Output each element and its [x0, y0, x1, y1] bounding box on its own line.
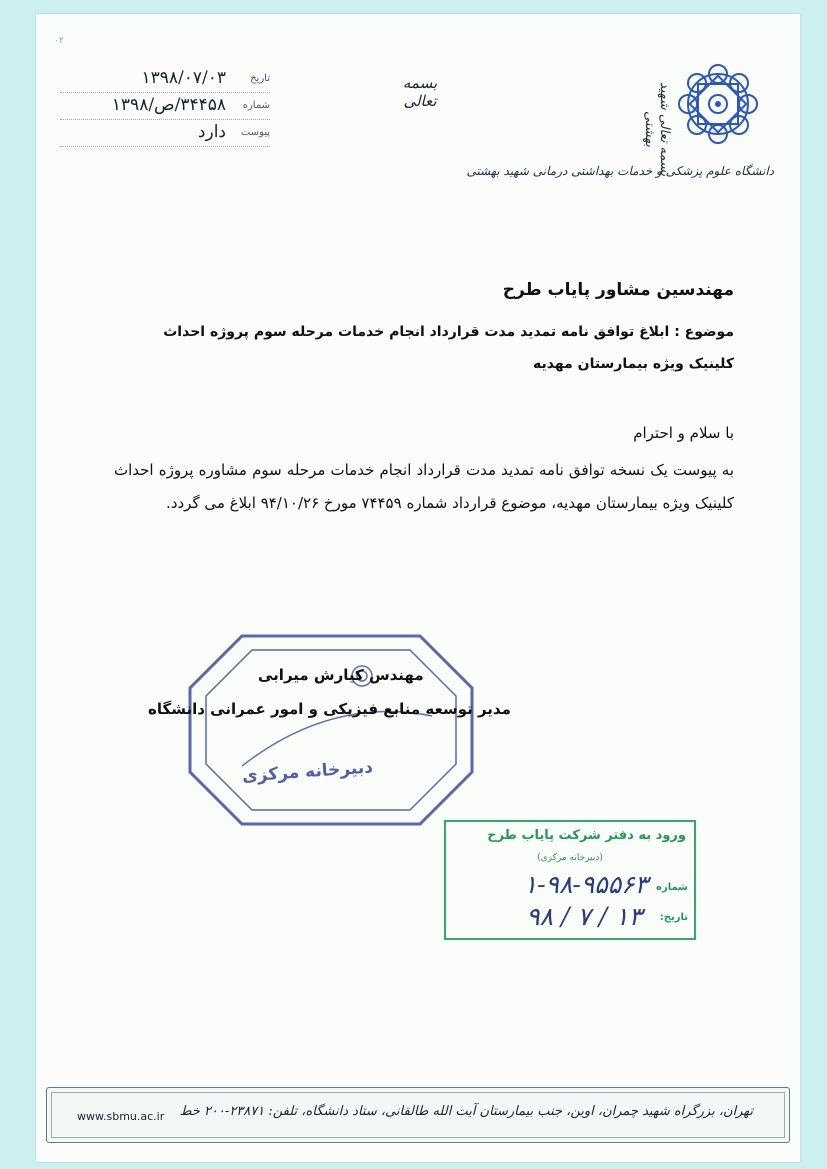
number-label: شماره: [242, 100, 270, 111]
subject-line: موضوع : ابلاغ توافق نامه تمدید مدت قرارداد انجام خدمات مرحله سوم پروژه احداث کلینیک ویژه بیمارستان مهدیه: [163, 324, 734, 372]
greeting: با سلام و احترام: [633, 424, 734, 442]
addressee: مهندسین مشاور پایاب طرح: [502, 280, 734, 300]
footer-band: [46, 1087, 790, 1143]
stamp-label: دبیرخانه مرکزی: [241, 757, 374, 787]
number-row: [60, 95, 270, 120]
signatory-role: مدیر توسعه منابع فیزیکی و امور عمرانی دانشگاه: [148, 700, 511, 718]
attachment-value: دارد: [197, 122, 226, 142]
receipt-number-value: ۱-۹۸-۹۵۵۶۳: [523, 870, 648, 899]
university-logo-icon: [672, 58, 764, 150]
signatory-name: مهندس کیارش میرابی: [258, 666, 424, 684]
receipt-date-label: تاریخ:: [659, 912, 688, 923]
university-name: دانشگاه علوم پزشکی و خدمات بهداشتی درمانی شهید بهشتی: [466, 164, 774, 178]
footer-address: تهران، بزرگراه شهید چمران، اوین، جنب بیمارستان آیت الله طالقانی، ستاد دانشگاه، تلفن: ۲۳۸۷۱-۲۰۰ خط: [179, 1104, 753, 1119]
page-mark: ٠٢: [54, 36, 64, 46]
logo-script-text: بسمه تعالی شهید بهشتی: [642, 81, 672, 177]
office-stamp-icon: [182, 626, 480, 834]
attachment-row: [60, 122, 270, 147]
letter-meta: [60, 68, 270, 149]
number-value: ۳۴۴۵۸/ص/۱۳۹۸: [111, 95, 226, 115]
attachment-label: پیوست: [240, 127, 270, 138]
receipt-subtitle: (دبیرخانه مرکزی): [537, 853, 603, 863]
date-row: [60, 68, 270, 93]
receipt-date-value: ۹۸ / ۷ / ۱۳: [526, 902, 642, 931]
footer-website: www.sbmu.ac.ir: [77, 1110, 165, 1123]
receipt-number-label: شماره: [656, 882, 688, 893]
receipt-stamp: [444, 820, 696, 940]
letter-page: [36, 14, 800, 1162]
date-value: ۱۳۹۸/۰۷/۰۳: [141, 68, 226, 88]
date-label: تاریخ: [250, 73, 270, 84]
body-paragraph: به پیوست یک نسخه توافق نامه تمدید مدت قرارداد انجام خدمات مرحله سوم مشاوره پروژه احداث کلینیک ویژه بیمارستان مهدیه، موضوع قرارداد شماره ۷۴۴۵۹ مورخ ۹۴/۱۰/۲۶ ابلاغ می گردد.: [114, 461, 734, 512]
basmala: بسمه تعالی: [402, 74, 438, 110]
receipt-title: ورود به دفتر شرکت پایاب طرح: [487, 828, 686, 843]
